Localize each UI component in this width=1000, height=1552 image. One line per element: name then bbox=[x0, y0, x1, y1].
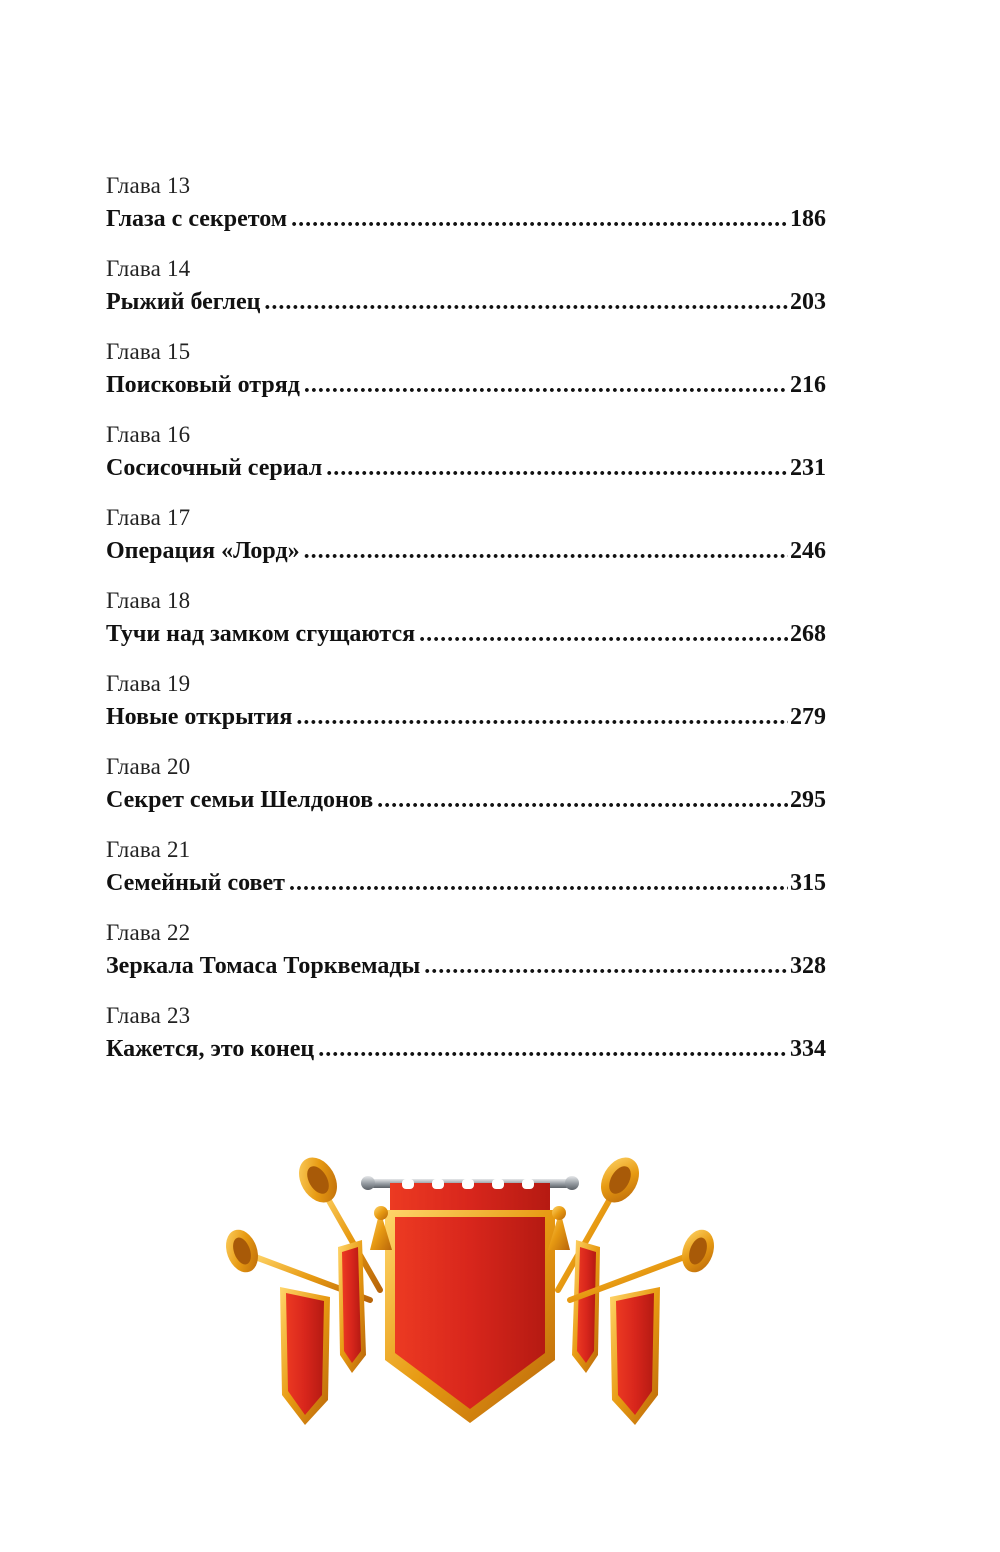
dot-leader bbox=[377, 783, 788, 817]
chapter-title: Семейный совет bbox=[106, 870, 285, 896]
chapter-title-row bbox=[106, 1032, 826, 1066]
toc-entry[interactable] bbox=[106, 502, 826, 585]
chapter-number: Глава 16 bbox=[106, 422, 191, 447]
page-number: 246 bbox=[790, 538, 826, 564]
chapter-title-row bbox=[106, 368, 826, 402]
chapter-number: Глава 13 bbox=[106, 173, 191, 198]
chapter-title-row bbox=[106, 866, 826, 900]
chapter-number: Глава 17 bbox=[106, 505, 191, 530]
page-number: 315 bbox=[790, 870, 826, 896]
chapter-title: Новые открытия bbox=[106, 704, 293, 730]
chapter-title-row bbox=[106, 783, 826, 817]
page-number: 328 bbox=[790, 953, 826, 979]
chapter-title: Операция «Лорд» bbox=[106, 538, 300, 564]
toc-entry[interactable] bbox=[106, 917, 826, 1000]
chapter-title: Секрет семьи Шелдонов bbox=[106, 787, 374, 813]
toc-entry[interactable] bbox=[106, 668, 826, 751]
toc-entry[interactable] bbox=[106, 253, 826, 336]
page-number: 268 bbox=[790, 621, 826, 647]
page-number: 279 bbox=[790, 704, 826, 730]
dot-leader bbox=[264, 285, 788, 319]
page-number: 186 bbox=[790, 206, 826, 232]
dot-leader bbox=[304, 534, 788, 568]
chapter-title-row bbox=[106, 534, 826, 568]
chapter-number: Глава 18 bbox=[106, 588, 191, 613]
chapter-title-row bbox=[106, 285, 826, 319]
chapter-title: Сосисочный сериал bbox=[106, 455, 323, 481]
chapter-title-row bbox=[106, 617, 826, 651]
heraldic-banner-with-trumpets-icon bbox=[220, 1155, 720, 1445]
toc-entry[interactable] bbox=[106, 751, 826, 834]
dot-leader bbox=[289, 866, 788, 900]
chapter-title: Кажется, это конец bbox=[106, 1036, 315, 1062]
toc-entry[interactable] bbox=[106, 170, 826, 253]
page-number: 295 bbox=[790, 787, 826, 813]
dot-leader bbox=[326, 451, 788, 485]
chapter-title-row bbox=[106, 949, 826, 983]
chapter-title-row bbox=[106, 451, 826, 485]
chapter-title-row bbox=[106, 700, 826, 734]
dot-leader bbox=[291, 202, 788, 236]
table-of-contents bbox=[106, 170, 826, 1083]
toc-entry[interactable] bbox=[106, 585, 826, 668]
page-number: 231 bbox=[790, 455, 826, 481]
dot-leader bbox=[318, 1032, 788, 1066]
dot-leader bbox=[296, 700, 788, 734]
chapter-title: Глаза с секретом bbox=[106, 206, 288, 232]
chapter-title: Рыжий беглец bbox=[106, 289, 261, 315]
chapter-title: Зеркала Томаса Торквемады bbox=[106, 953, 421, 979]
toc-entry[interactable] bbox=[106, 834, 826, 917]
chapter-number: Глава 23 bbox=[106, 1003, 191, 1028]
chapter-number: Глава 19 bbox=[106, 671, 191, 696]
toc-entry[interactable] bbox=[106, 419, 826, 502]
chapter-number: Глава 22 bbox=[106, 920, 191, 945]
dot-leader bbox=[304, 368, 788, 402]
chapter-number: Глава 21 bbox=[106, 837, 191, 862]
chapter-title-row bbox=[106, 202, 826, 236]
dot-leader bbox=[419, 617, 788, 651]
chapter-number: Глава 20 bbox=[106, 754, 191, 779]
chapter-title: Поисковый отряд bbox=[106, 372, 300, 398]
toc-entry[interactable] bbox=[106, 1000, 826, 1083]
central-banner-icon bbox=[361, 1176, 579, 1423]
page-number: 216 bbox=[790, 372, 826, 398]
dot-leader bbox=[424, 949, 788, 983]
chapter-number: Глава 15 bbox=[106, 339, 191, 364]
toc-entry[interactable] bbox=[106, 336, 826, 419]
chapter-number: Глава 14 bbox=[106, 256, 191, 281]
chapter-title: Тучи над замком сгущаются bbox=[106, 621, 416, 647]
page-number: 203 bbox=[790, 289, 826, 315]
page-number: 334 bbox=[790, 1036, 826, 1062]
